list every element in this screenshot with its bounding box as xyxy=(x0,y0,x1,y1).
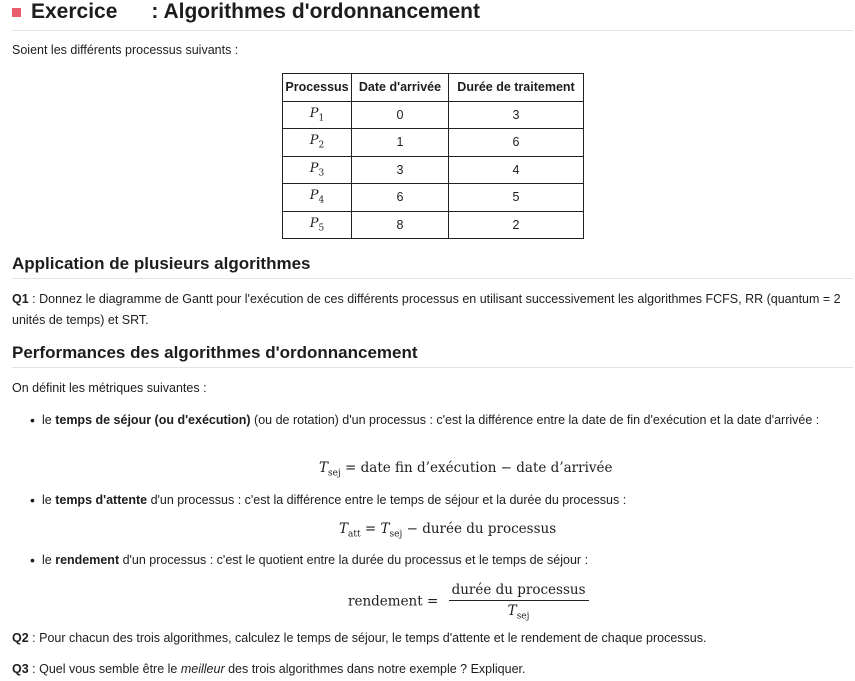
arrival-cell: 6 xyxy=(352,184,449,212)
q2-paragraph xyxy=(12,628,842,649)
bullet-dot-icon: • xyxy=(30,492,35,508)
table-row xyxy=(283,101,584,129)
process-cell: $P_4$ xyxy=(283,184,352,212)
formula-temps-sejour: $T_{sej}$ = date fin d’exécution − date d’arrivée xyxy=(319,460,613,479)
page-title xyxy=(12,0,853,31)
duration-cell: 3 xyxy=(449,101,584,129)
q3-label: Q3 xyxy=(12,662,29,676)
duration-cell: 6 xyxy=(449,129,584,157)
section-heading-performances: Performances des algorithmes d'ordonnancement xyxy=(12,343,853,368)
arrival-cell: 1 xyxy=(352,129,449,157)
arrival-cell: 3 xyxy=(352,156,449,184)
q2-label: Q2 xyxy=(12,631,29,645)
q3-emphasis: meilleur xyxy=(180,662,225,676)
process-cell: $P_5$ xyxy=(283,211,352,239)
table-row xyxy=(283,129,584,157)
table-row xyxy=(283,184,584,212)
bullet-rendement: • le rendement d'un processus : c'est le quotient entre la durée du processus et le temps de séjour : xyxy=(42,550,832,571)
formula-rendement: rendement = $\frac{\text{durée du processus}}{T_{sej}}$ xyxy=(348,582,589,622)
process-cell: $P_1$ xyxy=(283,101,352,129)
q1-paragraph xyxy=(12,289,842,331)
process-cell: $P_2$ xyxy=(283,129,352,157)
metrics-intro: On définit les métriques suivantes : xyxy=(12,381,207,395)
intro-text: Soient les différents processus suivants : xyxy=(12,43,239,57)
bullet-temps-sejour: • le temps de séjour (ou d'exécution) (ou de rotation) d'un processus : c'est la différence entre la date de fin d'exécution et la date d'arrivée : xyxy=(42,410,832,431)
process-cell: $P_3$ xyxy=(283,156,352,184)
table-row xyxy=(283,156,584,184)
q2-text: : Pour chacun des trois algorithmes, calculez le temps de séjour, le temps d'attente et le rendement de chaque processus. xyxy=(28,631,707,645)
term-temps-sejour: temps de séjour (ou d'exécution) xyxy=(55,413,251,427)
table-header-row xyxy=(283,74,584,102)
header-duration: Durée de traitement xyxy=(449,74,584,102)
duration-cell: 2 xyxy=(449,211,584,239)
bullet-temps-attente: • le temps d'attente d'un processus : c'est la différence entre le temps de séjour et la durée du processus : xyxy=(42,490,832,511)
title-label: Exercice xyxy=(31,0,118,23)
arrival-cell: 0 xyxy=(352,101,449,129)
bullet-dot-icon: • xyxy=(30,412,35,428)
title-text: : Algorithmes d'ordonnancement xyxy=(151,0,480,23)
q3-paragraph: Q3 : Quel vous semble être le meilleur des trois algorithmes dans notre exemple ? Expliquer. xyxy=(12,662,526,676)
fraction: $\frac{\text{durée du processus}}{T_{sej}}$ xyxy=(449,582,589,622)
term-temps-attente: temps d'attente xyxy=(55,493,148,507)
duration-cell: 5 xyxy=(449,184,584,212)
table-row xyxy=(283,211,584,239)
term-rendement: rendement xyxy=(55,553,120,567)
header-arrival: Date d'arrivée xyxy=(352,74,449,102)
title-square-icon xyxy=(12,8,21,17)
section-heading-application: Application de plusieurs algorithmes xyxy=(12,254,853,279)
process-table xyxy=(282,73,584,239)
header-process: Processus xyxy=(283,74,352,102)
q1-label: Q1 xyxy=(12,292,29,306)
formula-temps-attente: $T_{att} = T_{sej}$ − durée du processus xyxy=(339,521,557,540)
duration-cell: 4 xyxy=(449,156,584,184)
q1-text: : Donnez le diagramme de Gantt pour l'exécution de ces différents processus en utilisant successivement les algorithmes FCFS, RR (quantum = 2 unités de temps) et SRT. xyxy=(12,292,841,327)
bullet-dot-icon: • xyxy=(30,552,35,568)
arrival-cell: 8 xyxy=(352,211,449,239)
